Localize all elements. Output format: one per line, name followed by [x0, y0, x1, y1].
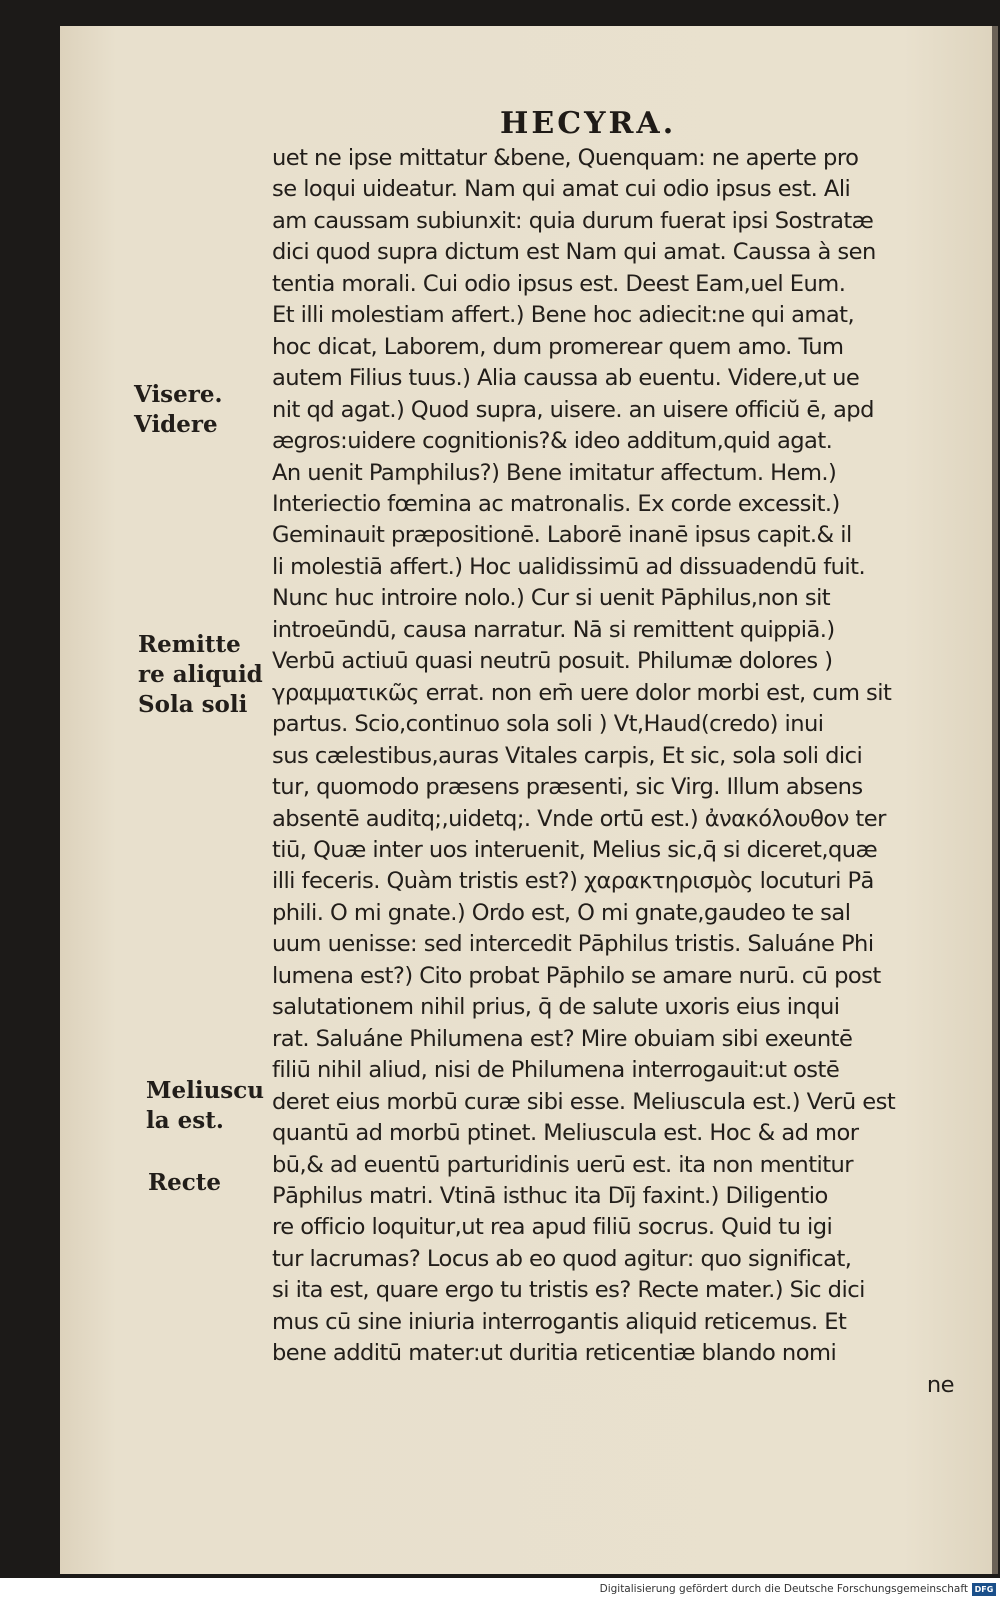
text-line: tur lacrumas? Locus ab eo quod agitur: quo significat, [272, 1245, 852, 1272]
text-line: lumena est?) Cito probat Pāphilo se amare nurū. cū post [272, 962, 881, 989]
text-line: partus. Scio,continuo sola soli ) Vt,Haud(credo) inui [272, 711, 824, 738]
margin-note-line: re aliquid [138, 661, 263, 688]
text-line: bene additū mater:ut duritia reticentiæ blando nomi [272, 1340, 837, 1367]
margin-note-line: la est. [146, 1107, 224, 1134]
margin-note-line: Recte [148, 1169, 222, 1196]
text-line: si ita est, quare ergo tu tristis es? Recte mater.) Sic dici [272, 1277, 865, 1304]
margin-note-meliuscula [146, 1076, 264, 1136]
book-page [60, 26, 998, 1574]
margin-note-line: Visere. [134, 381, 223, 408]
text-line: An uenit Pamphilus?) Bene imitatur affectum. Hem.) [272, 459, 837, 486]
running-head: HECYRA. [500, 106, 677, 141]
text-line: tentia morali. Cui odio ipsus est. Deest Eam,uel Eum. [272, 270, 846, 297]
text-line: bū,& ad euentū parturidinis uerū est. ita non mentitur [272, 1151, 854, 1178]
text-line: introeūndū, causa narratur. Nā si remittent quippiā.) [272, 616, 835, 643]
text-line: dici quod supra dictum est Nam qui amat. Caussa à sen [272, 239, 876, 266]
margin-note-recte [148, 1168, 221, 1198]
page-edge [992, 26, 998, 1574]
text-line: rat. Saluáne Philumena est? Mire obuiam sibi exeuntē [272, 1025, 853, 1052]
text-line: hoc dicat, Laborem, dum promerear quem amo. Tum [272, 333, 844, 360]
margin-note-line: Remitte [138, 631, 241, 658]
commentary-text [272, 143, 962, 1401]
text-line: se loqui uideatur. Nam qui amat cui odio ipsus est. Ali [272, 176, 851, 203]
text-line: ne [926, 1371, 954, 1398]
text-line: filiū nihil aliud, nisi de Philumena interrogauit:ut ostē [272, 1057, 840, 1084]
margin-note-line: Videre [134, 411, 218, 438]
text-line: illi feceris. Quàm tristis est?) χαρακτηρισμὸς locuturi Pā [272, 868, 874, 895]
text-line: autem Filius tuus.) Alia caussa ab euentu. Videre,ut ue [272, 365, 860, 392]
margin-note-line: Meliuscu [146, 1077, 264, 1104]
text-line: tiū, Quæ inter uos interuenit, Melius sic,q̄ si diceret,quæ [272, 836, 878, 863]
text-line: Pāphilus matri. Vtinā isthuc ita Dīj faxint.) Diligentio [272, 1182, 828, 1209]
text-line: γραμματικῶς errat. non em̄ uere dolor morbi est, cum sit [272, 679, 892, 706]
text-line: nit qd agat.) Quod supra, uisere. an uisere officiŭ ē, apd [272, 396, 874, 423]
text-line: phili. O mi gnate.) Ordo est, O mi gnate,gaudeo te sal [272, 899, 851, 926]
text-line: am caussam subiunxit: quia durum fuerat ipsi Sostratæ [272, 207, 874, 234]
footer-credit: Digitalisierung gefördert durch die Deutsche Forschungsgemeinschaft [599, 1583, 968, 1595]
text-line: Verbū actiuū quasi neutrū posuit. Philumæ dolores ) [272, 648, 833, 675]
text-line: Geminauit præpositionē. Laborē inanē ipsus capit.& il [272, 522, 852, 549]
text-line: re officio loquitur,ut rea apud filiū socrus. Quid tu igi [272, 1214, 833, 1241]
text-line: tur, quomodo præsens præsenti, sic Virg. Illum absens [272, 774, 863, 801]
margin-note-line: Sola soli [138, 691, 248, 718]
text-line: Interiectio fœmina ac matronalis. Ex corde excessit.) [272, 490, 840, 517]
text-line: li molestiā affert.) Hoc ualidissimū ad dissuadendū fuit. [272, 553, 866, 580]
margin-note-remittere [138, 630, 263, 720]
text-line: quantū ad morbū ptinet. Meliuscula est. Hoc & ad mor [272, 1120, 859, 1147]
text-line: sus cælestibus,auras Vitales carpis, Et sic, sola soli dici [272, 742, 863, 769]
text-line: uum uenisse: sed intercedit Pāphilus tristis. Saluáne Phi [272, 931, 874, 958]
text-line: deret eius morbū curæ sibi esse. Meliuscula est.) Verū est [272, 1088, 896, 1115]
footer-bar [0, 1578, 1000, 1601]
dfg-logo-icon: DFG [972, 1583, 996, 1596]
text-line: mus cū sine iniuria interrogantis aliquid reticemus. Et [272, 1308, 847, 1335]
text-line: Et illi molestiam affert.) Bene hoc adiecit:ne qui amat, [272, 302, 855, 329]
text-line: Nunc huc introire nolo.) Cur si uenit Pāphilus,non sit [272, 585, 831, 612]
text-line: absentē auditq;,uidetq;. Vnde ortū est.) ἀνακόλουθον ter [272, 805, 886, 832]
text-line: ægros:uidere cognitionis?& ideo additum,quid agat. [272, 428, 833, 455]
text-line: uet ne ipse mittatur &bene, Quenquam: ne aperte pro [272, 145, 859, 171]
text-line: salutationem nihil prius, q̄ de salute uxoris eius inqui [272, 994, 840, 1021]
margin-note-visere [134, 380, 223, 440]
